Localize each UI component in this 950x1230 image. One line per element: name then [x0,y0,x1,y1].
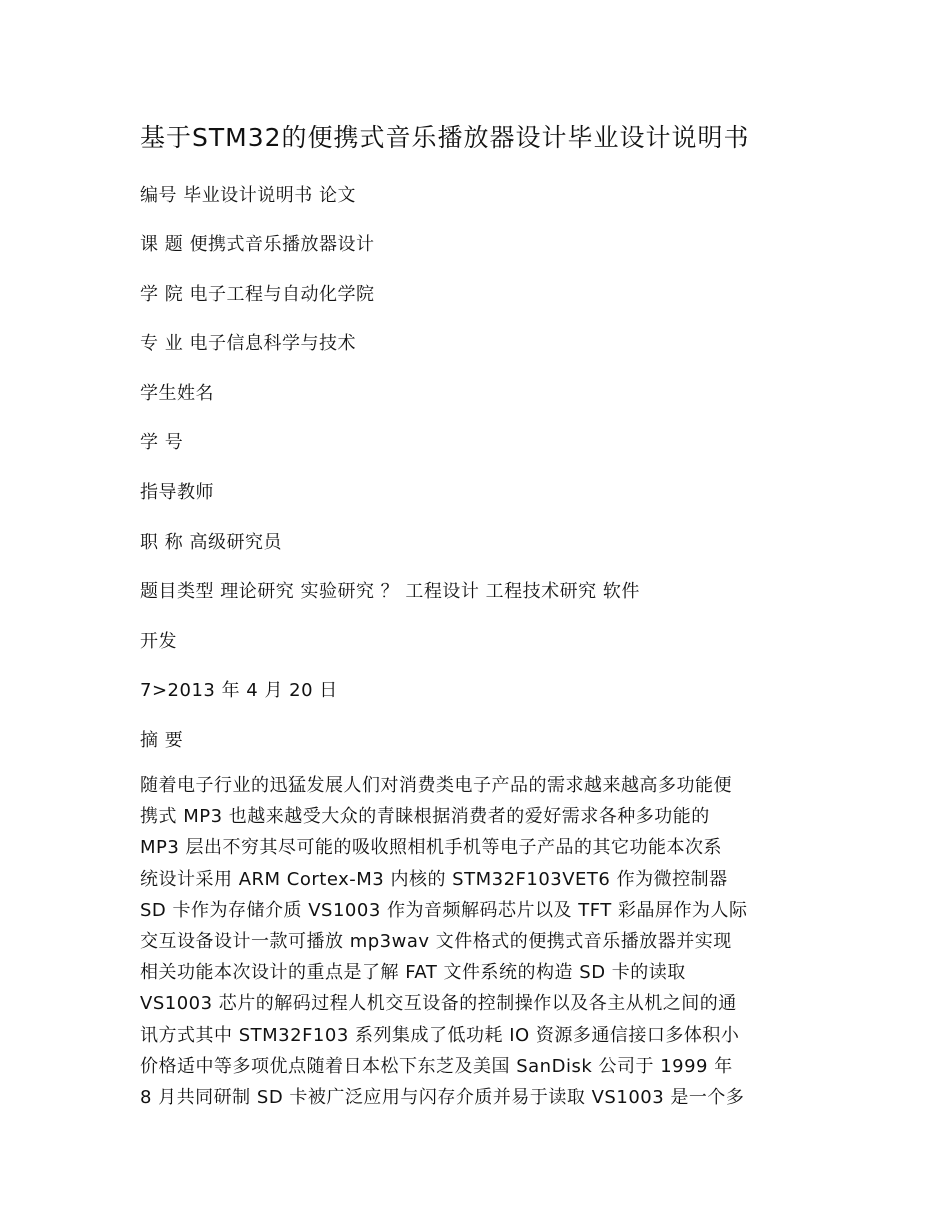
field-number: 编号 毕业设计说明书 论文 [140,185,356,206]
abstract-line: MP3 层出不穷其尽可能的吸收照相机手机等电子产品的其它功能本次系 [140,837,723,859]
abstract-line: 统设计采用 ARM Cortex-M3 内核的 STM32F103VET6 作为微控制器 [140,868,728,890]
abstract-line: 8 月共同研制 SD 卡被广泛应用与闪存介质并易于读取 VS1003 是一个多 [140,1086,745,1108]
abstract-body [140,770,812,1113]
field-topic: 课 题 便携式音乐播放器设计 [140,234,375,255]
abstract-line: 随着电子行业的迅猛发展人们对消费类电子产品的需求越来越高多功能便 [140,775,732,796]
field-major: 专 业 电子信息科学与技术 [140,333,356,354]
abstract-line: SD 卡作为存储介质 VS1003 作为音频解码芯片以及 TFT 彩晶屏作为人际 [140,899,748,921]
abstract-line: VS1003 芯片的解码过程人机交互设备的控制操作以及各主从机之间的通 [140,993,737,1015]
field-topic-type: 题目类型 理论研究 实验研究 ？ 工程设计 工程技术研究 软件 [140,581,640,602]
field-topic-type-cont: 开发 [140,631,177,652]
field-student-name: 学生姓名 [140,383,214,404]
field-date: 7>2013 年 4 月 20 日 [140,680,338,701]
abstract-line: 交互设备设计一款可播放 mp3wav 文件格式的便携式音乐播放器并实现 [140,930,732,952]
field-student-id: 学 号 [140,432,184,453]
field-college: 学 院 电子工程与自动化学院 [140,284,375,305]
abstract-line: 价格适中等多项优点随着日本松下东芝及美国 SanDisk 公司于 1999 年 [140,1055,733,1077]
field-advisor: 指导教师 [140,482,214,503]
field-title-rank: 职 称 高级研究员 [140,532,282,553]
abstract-line: 携式 MP3 也越来越受大众的青睐根据消费者的爱好需求各种多功能的 [140,806,710,828]
abstract-heading: 摘 要 [140,730,184,751]
abstract-line: 相关功能本次设计的重点是了解 FAT 文件系统的构造 SD 卡的读取 [140,962,686,984]
abstract-line: 讯方式其中 STM32F103 系列集成了低功耗 IO 资源多通信接口多体积小 [140,1024,740,1046]
document-title: 基于STM32的便携式音乐播放器设计毕业设计说明书 [140,123,750,152]
